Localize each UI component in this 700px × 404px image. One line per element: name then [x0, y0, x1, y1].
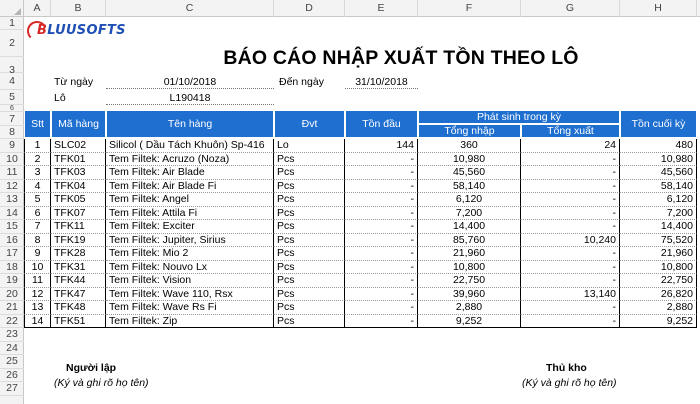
cell-opening[interactable]: -: [345, 261, 418, 275]
row-header[interactable]: 8: [0, 126, 24, 139]
row-header[interactable]: 12: [0, 180, 24, 194]
cell-name[interactable]: Silicol ( Dầu Tách Khuôn) Sp-416: [106, 139, 274, 153]
cell-unit[interactable]: Pcs: [274, 288, 345, 302]
cell-closing[interactable]: 10,800: [620, 261, 697, 275]
cell-name[interactable]: Tem Filtek: Nouvo Lx: [106, 261, 274, 275]
cell-name[interactable]: Tem Filtek: Jupiter, Sirius: [106, 234, 274, 248]
lot-value[interactable]: L190418: [106, 92, 274, 105]
row-header[interactable]: 4: [0, 73, 24, 90]
to-date-label: Đến ngày: [279, 76, 324, 88]
cell-export[interactable]: -: [521, 301, 620, 315]
cell-closing[interactable]: 26,820: [620, 288, 697, 302]
row-header[interactable]: 25: [0, 355, 24, 369]
cell-import[interactable]: 22,750: [418, 274, 521, 288]
cell-closing[interactable]: 7,200: [620, 207, 697, 221]
cell-name[interactable]: Tem Filtek: Acruzo (Noza): [106, 153, 274, 167]
cell-unit[interactable]: Pcs: [274, 261, 345, 275]
cell-export[interactable]: -: [521, 220, 620, 234]
table-row: [24, 207, 697, 221]
cell-opening[interactable]: -: [345, 288, 418, 302]
cell-closing[interactable]: 9,252: [620, 315, 697, 329]
select-all-corner[interactable]: [0, 0, 24, 17]
cell-opening[interactable]: -: [345, 274, 418, 288]
table-row: [24, 139, 697, 153]
cell-unit[interactable]: Pcs: [274, 274, 345, 288]
cell-stt[interactable]: 5: [24, 193, 51, 207]
column-header-e[interactable]: E: [345, 0, 418, 17]
creator-title: Người lập: [66, 362, 117, 374]
row-header[interactable]: 7: [0, 112, 24, 126]
cell-name[interactable]: Tem Filtek: Angel: [106, 193, 274, 207]
cell-export[interactable]: -: [521, 261, 620, 275]
cell-import[interactable]: 6,120: [418, 193, 521, 207]
table-row: [24, 220, 697, 234]
row-header[interactable]: 10: [0, 153, 24, 167]
cell-stt[interactable]: 12: [24, 288, 51, 302]
cell-unit[interactable]: Pcs: [274, 315, 345, 329]
cell-import[interactable]: 58,140: [418, 180, 521, 194]
table-row: [24, 315, 697, 329]
cell-code[interactable]: TFK05: [51, 193, 106, 207]
row-header[interactable]: 1: [0, 17, 24, 30]
cell-import[interactable]: 85,760: [418, 234, 521, 248]
column-header-g[interactable]: G: [521, 0, 620, 17]
cell-name[interactable]: Tem Filtek: Exciter: [106, 220, 274, 234]
cell-opening[interactable]: 144: [345, 139, 418, 153]
table-row: [24, 180, 697, 194]
cell-code[interactable]: TFK44: [51, 274, 106, 288]
cell-export[interactable]: -: [521, 180, 620, 194]
row-header[interactable]: 16: [0, 234, 24, 248]
row-header[interactable]: 6: [0, 105, 24, 112]
cell-unit[interactable]: Lo: [274, 139, 345, 153]
header-unit: Đvt: [274, 110, 345, 138]
column-header-c[interactable]: C: [106, 0, 274, 17]
cell-code[interactable]: TFK07: [51, 207, 106, 221]
row-header[interactable]: 2: [0, 30, 24, 57]
cell-name[interactable]: Tem Filtek: Attila Fi: [106, 207, 274, 221]
cell-opening[interactable]: -: [345, 247, 418, 261]
column-header-f[interactable]: F: [418, 0, 521, 17]
cell-name[interactable]: Tem Filtek: Wave Rs Fi: [106, 301, 274, 315]
cell-name[interactable]: Tem Filtek: Air Blade Fi: [106, 180, 274, 194]
row-header[interactable]: 15: [0, 220, 24, 234]
cell-opening[interactable]: -: [345, 301, 418, 315]
cell-import[interactable]: 9,252: [418, 315, 521, 329]
cell-opening[interactable]: -: [345, 234, 418, 248]
table-row: [24, 234, 697, 248]
column-header-d[interactable]: D: [274, 0, 345, 17]
cell-closing[interactable]: 480: [620, 139, 697, 153]
table-row: [24, 153, 697, 167]
header-name: Tên hàng: [106, 110, 274, 138]
cell-opening[interactable]: -: [345, 220, 418, 234]
cell-unit[interactable]: Pcs: [274, 166, 345, 180]
cell-name[interactable]: Tem Filtek: Vision: [106, 274, 274, 288]
column-header-h[interactable]: H: [620, 0, 697, 17]
cell-export[interactable]: 24: [521, 139, 620, 153]
cell-stt[interactable]: 2: [24, 153, 51, 167]
header-opening: Tồn đầu: [345, 110, 418, 138]
cell-closing[interactable]: 45,560: [620, 166, 697, 180]
row-header[interactable]: 26: [0, 369, 24, 383]
cell-code[interactable]: SLC02: [51, 139, 106, 153]
row-header[interactable]: 19: [0, 274, 24, 288]
cell-code[interactable]: TFK28: [51, 247, 106, 261]
cell-export[interactable]: -: [521, 166, 620, 180]
row-header[interactable]: 11: [0, 166, 24, 180]
row-header[interactable]: 13: [0, 193, 24, 207]
cell-code[interactable]: TFK03: [51, 166, 106, 180]
cell-closing[interactable]: 14,400: [620, 220, 697, 234]
row-header[interactable]: 3: [0, 57, 24, 73]
row-header[interactable]: 5: [0, 90, 24, 105]
row-header[interactable]: 18: [0, 261, 24, 275]
table-row: [24, 261, 697, 275]
cell-closing[interactable]: 21,960: [620, 247, 697, 261]
cell-code[interactable]: TFK19: [51, 234, 106, 248]
report-title: BÁO CÁO NHẬP XUẤT TỒN THEO LÔ: [223, 47, 579, 69]
table-row: [24, 247, 697, 261]
cell-code[interactable]: TFK04: [51, 180, 106, 194]
cell-opening[interactable]: -: [345, 315, 418, 329]
cell-code[interactable]: TFK11: [51, 220, 106, 234]
table-row: [24, 166, 697, 180]
cell-stt[interactable]: 3: [24, 166, 51, 180]
table-row: [24, 193, 697, 207]
cell-code[interactable]: TFK31: [51, 261, 106, 275]
header-period-group: Phát sinh trong kỳ: [418, 110, 620, 124]
cell-stt[interactable]: 11: [24, 274, 51, 288]
cell-code[interactable]: TFK51: [51, 315, 106, 329]
row-header[interactable]: 20: [0, 288, 24, 302]
cell-stt[interactable]: 14: [24, 315, 51, 329]
cell-closing[interactable]: 2,880: [620, 301, 697, 315]
cell-unit[interactable]: Pcs: [274, 247, 345, 261]
cell-code[interactable]: TFK01: [51, 153, 106, 167]
header-stt: Stt: [24, 110, 51, 138]
cell-opening[interactable]: -: [345, 207, 418, 221]
row-header[interactable]: 23: [0, 328, 24, 342]
cell-closing[interactable]: 58,140: [620, 180, 697, 194]
cell-closing[interactable]: 22,750: [620, 274, 697, 288]
cell-code[interactable]: TFK48: [51, 301, 106, 315]
lot-label: Lô: [54, 92, 66, 104]
cell-export[interactable]: 10,240: [521, 234, 620, 248]
cell-import[interactable]: 10,800: [418, 261, 521, 275]
cell-name[interactable]: Tem Filtek: Zip: [106, 315, 274, 329]
cell-import[interactable]: 14,400: [418, 220, 521, 234]
cell-opening[interactable]: -: [345, 166, 418, 180]
cell-closing[interactable]: 75,520: [620, 234, 697, 248]
cell-unit[interactable]: Pcs: [274, 153, 345, 167]
cell-name[interactable]: Tem Filtek: Mio 2: [106, 247, 274, 261]
row-header[interactable]: 22: [0, 315, 24, 329]
cell-stt[interactable]: 13: [24, 301, 51, 315]
cell-closing[interactable]: 10,980: [620, 153, 697, 167]
cell-stt[interactable]: 8: [24, 234, 51, 248]
row-header[interactable]: 24: [0, 342, 24, 356]
keeper-title: Thủ kho: [546, 362, 587, 374]
header-export: Tổng xuất: [521, 124, 620, 138]
cell-closing[interactable]: 6,120: [620, 193, 697, 207]
logo-text: BLUUSOFTS: [37, 23, 126, 38]
cell-stt[interactable]: 4: [24, 180, 51, 194]
cell-export[interactable]: -: [521, 315, 620, 329]
from-date-label: Từ ngày: [54, 76, 94, 88]
cell-stt[interactable]: 10: [24, 261, 51, 275]
row-header[interactable]: 9: [0, 139, 24, 153]
cell-opening[interactable]: -: [345, 193, 418, 207]
table-row: [24, 301, 697, 315]
cell-unit[interactable]: Pcs: [274, 180, 345, 194]
table-row: [24, 288, 697, 302]
cell-name[interactable]: Tem Filtek: Wave 110, Rsx: [106, 288, 274, 302]
keeper-note: (Ký và ghi rõ họ tên): [522, 377, 617, 389]
column-header-a[interactable]: A: [24, 0, 51, 17]
row-header[interactable]: 14: [0, 207, 24, 221]
row-header[interactable]: 21: [0, 301, 24, 315]
cell-import[interactable]: 7,200: [418, 207, 521, 221]
cell-export[interactable]: -: [521, 207, 620, 221]
cell-stt[interactable]: 7: [24, 220, 51, 234]
company-logo: [27, 20, 126, 42]
row-header[interactable]: 17: [0, 247, 24, 261]
cell-export[interactable]: -: [521, 153, 620, 167]
cell-export[interactable]: -: [521, 193, 620, 207]
cell-export[interactable]: -: [521, 247, 620, 261]
cell-unit[interactable]: Pcs: [274, 220, 345, 234]
cell-export[interactable]: -: [521, 274, 620, 288]
cell-stt[interactable]: 1: [24, 139, 51, 153]
row-header-strip: [0, 17, 24, 404]
cell-unit[interactable]: Pcs: [274, 207, 345, 221]
header-import: Tổng nhập: [418, 124, 521, 138]
cell-stt[interactable]: 6: [24, 207, 51, 221]
from-date-value[interactable]: 01/10/2018: [106, 76, 274, 89]
cell-import[interactable]: 360: [418, 139, 521, 153]
cell-code[interactable]: TFK47: [51, 288, 106, 302]
cell-import[interactable]: 45,560: [418, 166, 521, 180]
cell-unit[interactable]: Pcs: [274, 301, 345, 315]
column-header-b[interactable]: B: [51, 0, 106, 17]
table-row: [24, 274, 697, 288]
creator-note: (Ký và ghi rõ họ tên): [54, 377, 149, 389]
header-code: Mã hàng: [51, 110, 106, 138]
cell-import[interactable]: 10,980: [418, 153, 521, 167]
row-header[interactable]: 27: [0, 382, 24, 396]
column-header-strip: [0, 0, 700, 17]
cell-import[interactable]: 21,960: [418, 247, 521, 261]
cell-import[interactable]: 39,960: [418, 288, 521, 302]
cell-opening[interactable]: -: [345, 153, 418, 167]
cell-unit[interactable]: Pcs: [274, 234, 345, 248]
cell-unit[interactable]: Pcs: [274, 193, 345, 207]
cell-opening[interactable]: -: [345, 180, 418, 194]
cell-export[interactable]: 13,140: [521, 288, 620, 302]
cell-import[interactable]: 2,880: [418, 301, 521, 315]
cell-stt[interactable]: 9: [24, 247, 51, 261]
header-closing: Tồn cuối kỳ: [620, 110, 697, 138]
to-date-value[interactable]: 31/10/2018: [345, 76, 418, 89]
cell-name[interactable]: Tem Filtek: Air Blade: [106, 166, 274, 180]
